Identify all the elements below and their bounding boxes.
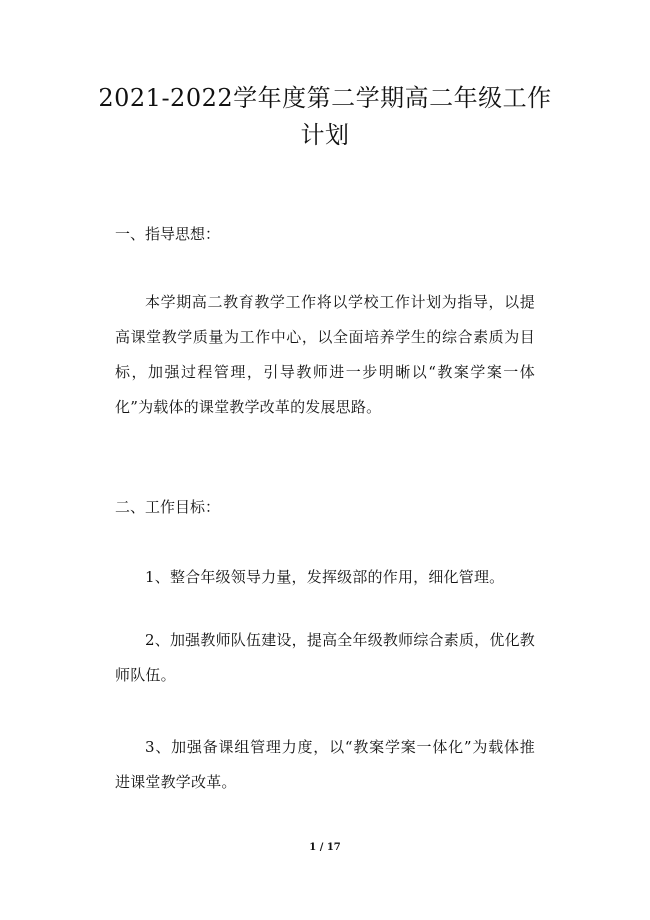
- page-number: 1 / 17: [309, 842, 341, 853]
- work-goal-item-3: 3、加强备课组管理力度，以“教案学案一体化”为载体推进课堂教学改革。: [115, 738, 535, 791]
- paragraph-guiding-thought: 本学期高二教育教学工作将以学校工作计划为指导，以提高课堂教学质量为工作中心，以全面培养学生的综合素质为目标，加强过程管理，引导教师进一步明晰以“教案学案一体化”为载体的课堂教学改革的发展思路。: [115, 293, 535, 416]
- section-heading-guiding-thought: 一、指导思想：: [115, 225, 221, 243]
- section-heading-work-goals: 二、工作目标：: [115, 498, 221, 516]
- document-title: 2021-2022学年度第二学期高二年级工作计划: [98, 84, 552, 149]
- work-goal-item-2: 2、加强教师队伍建设，提高全年级教师综合素质，优化教师队伍。: [115, 631, 535, 684]
- work-goal-item-1: 1、整合年级领导力量，发挥级部的作用，细化管理。: [145, 568, 505, 586]
